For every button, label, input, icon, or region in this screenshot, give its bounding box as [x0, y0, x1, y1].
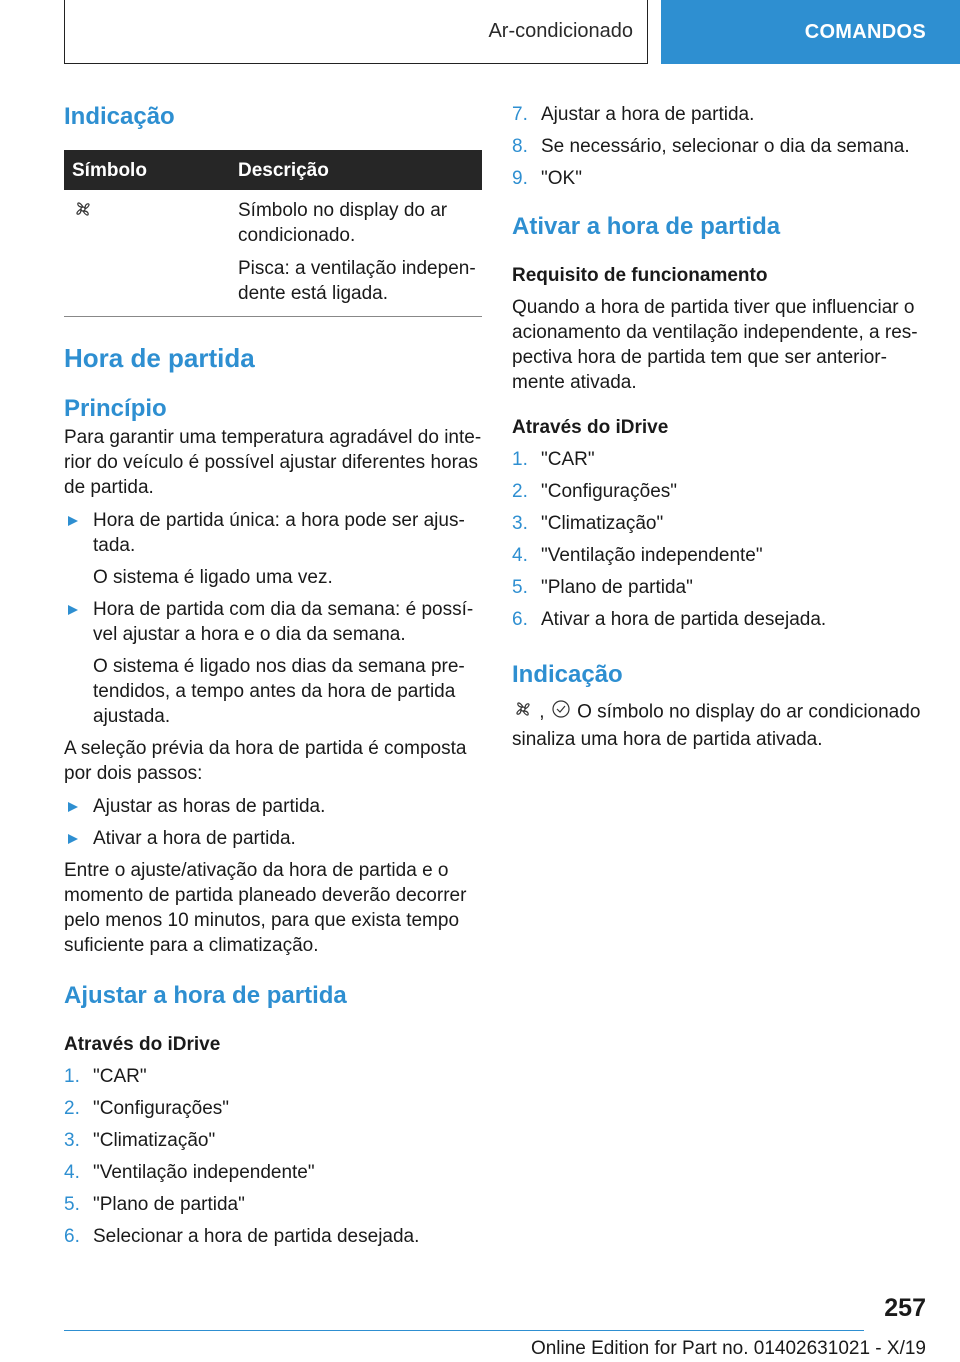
clock-check-icon	[550, 698, 572, 727]
bullet-list-passos	[64, 794, 482, 851]
step-text: "OK"	[541, 168, 582, 189]
step-number: 4.	[64, 1162, 80, 1183]
table-row	[64, 190, 482, 317]
chapter-title: COMANDOS	[804, 20, 926, 43]
indicacao-paragraph	[512, 698, 936, 752]
list-item	[512, 607, 936, 632]
list-item	[512, 166, 936, 191]
ativar-heading: Ativar a hora de partida	[512, 213, 781, 240]
step-number: 3.	[64, 1130, 80, 1151]
symbol-table	[64, 150, 482, 317]
step-text: "Climatização"	[541, 513, 664, 534]
selecao-paragraph: A seleção prévia da hora de partida é composta por dois passos:	[64, 738, 467, 784]
right-column	[512, 102, 936, 752]
footer-divider	[64, 1330, 864, 1331]
steps-list-ativar	[512, 447, 936, 632]
list-item	[64, 1160, 482, 1185]
steps-list-ajustar	[64, 1064, 482, 1249]
indicacao-heading-right: Indicação	[512, 661, 623, 688]
section-title: Ar-condicionado	[488, 20, 633, 42]
step-number: 5.	[64, 1194, 80, 1215]
bullet-text: Hora de partida única: a hora pode ser ajus-tada.	[93, 510, 465, 556]
list-item	[64, 597, 482, 729]
requisito-paragraph: Quando a hora de partida tiver que influenciar o acionamento da ventilação independente, a res-pectiva hora de partida tem que ser anterior-mente ativada.	[512, 297, 918, 393]
step-number: 9.	[512, 168, 528, 189]
icon-separator: ,	[539, 701, 545, 723]
table-cell-description	[230, 190, 482, 317]
step-text: "Plano de partida"	[93, 1194, 245, 1215]
indicacao-text: O símbolo no display do ar condicionado sinaliza uma hora de partida ativada.	[512, 701, 921, 750]
step-number: 1.	[64, 1066, 80, 1087]
step-text: "CAR"	[93, 1066, 147, 1087]
requisito-heading: Requisito de funcionamento	[512, 265, 768, 286]
idrive-heading-right: Através do iDrive	[512, 417, 669, 438]
bullet-list-tipos	[64, 508, 482, 729]
list-item	[64, 508, 482, 590]
fan-icon	[72, 198, 94, 227]
bullet-subtext: O sistema é ligado uma vez.	[93, 567, 333, 588]
step-text: "Plano de partida"	[541, 577, 693, 598]
list-item	[512, 511, 936, 536]
list-item	[64, 1128, 482, 1153]
intervalo-paragraph: Entre o ajuste/ativação da hora de partida e o momento de partida planeado deverão decorrer pelo menos 10 minutos, para que exista tempo suficiente para a climatização.	[64, 860, 467, 956]
list-item	[512, 479, 936, 504]
list-item	[512, 102, 936, 127]
step-text: Selecionar a hora de partida desejada.	[93, 1226, 420, 1247]
step-text: "Configurações"	[541, 481, 678, 502]
list-item: Ativar a hora de partida.	[64, 826, 482, 851]
header-section-label	[64, 0, 648, 64]
table-header-row	[64, 150, 482, 190]
table-header-description: Descrição	[230, 150, 482, 190]
principio-heading: Princípio	[64, 395, 167, 422]
hora-de-partida-heading: Hora de partida	[64, 343, 255, 373]
bullet-text: Hora de partida com dia da semana: é possí-vel ajustar a hora e o dia da semana.	[93, 599, 474, 645]
step-number: 3.	[512, 513, 528, 534]
footer-edition: Online Edition for Part no. 01402631021 - X/19	[530, 1338, 926, 1359]
description-line-2: Pisca: a ventilação indepen-dente está ligada.	[238, 258, 476, 304]
list-item	[64, 1224, 482, 1249]
table-header-symbol: Símbolo	[64, 150, 230, 190]
step-text: Se necessário, selecionar o dia da semana.	[541, 136, 910, 157]
step-number: 6.	[512, 609, 528, 630]
list-item	[64, 1192, 482, 1217]
fan-icon	[512, 698, 534, 727]
step-text: "CAR"	[541, 449, 595, 470]
step-text: "Climatização"	[93, 1130, 216, 1151]
left-column	[64, 100, 482, 1249]
step-text: "Ventilação independente"	[93, 1162, 315, 1183]
step-text: "Configurações"	[93, 1098, 230, 1119]
list-item: Ajustar as horas de partida.	[64, 794, 482, 819]
steps-list-continued	[512, 102, 936, 191]
header-chapter-tab[interactable]	[661, 0, 960, 64]
step-number: 8.	[512, 136, 528, 157]
description-line-1: Símbolo no display do ar condicionado.	[238, 200, 448, 246]
list-item	[512, 543, 936, 568]
ajustar-heading: Ajustar a hora de partida	[64, 982, 347, 1009]
step-text: Ajustar a hora de partida.	[541, 104, 755, 125]
step-text: Ativar a hora de partida desejada.	[541, 609, 827, 630]
list-item	[64, 1064, 482, 1089]
step-number: 4.	[512, 545, 528, 566]
page-number: 257	[884, 1294, 926, 1322]
list-item	[512, 134, 936, 159]
step-number: 2.	[512, 481, 528, 502]
bullet-subtext: O sistema é ligado nos dias da semana pre-tendidos, a tempo antes da hora de partida ajustada.	[93, 656, 465, 727]
list-item	[512, 447, 936, 472]
idrive-heading: Através do iDrive	[64, 1034, 221, 1055]
step-number: 1.	[512, 449, 528, 470]
list-item	[512, 575, 936, 600]
step-number: 6.	[64, 1226, 80, 1247]
step-number: 5.	[512, 577, 528, 598]
step-text: "Ventilação independente"	[541, 545, 763, 566]
table-cell-symbol	[64, 190, 230, 317]
step-number: 7.	[512, 104, 528, 125]
step-number: 2.	[64, 1098, 80, 1119]
indicacao-heading: Indicação	[64, 103, 175, 130]
list-item	[64, 1096, 482, 1121]
principio-paragraph: Para garantir uma temperatura agradável do inte-rior do veículo é possível ajustar diferentes horas de partida.	[64, 427, 482, 498]
